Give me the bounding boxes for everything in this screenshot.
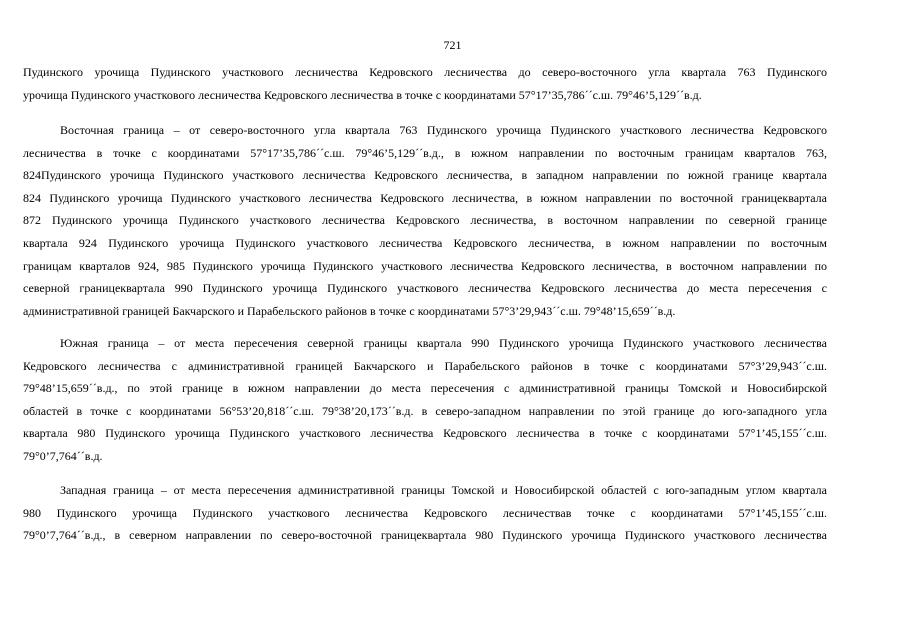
text-line: урочища Пудинского участкового лесничества Кедровского лесничества в точке с координатами 57°17’35,786´´с.ш. 79°46’5,129´´в.д. [23, 87, 702, 102]
paragraph-continuation [23, 61, 827, 106]
text-line: северной границеквартала 990 Пудинского урочища Пудинского участкового лесничества Кедровского лесничества до места пересечения с [23, 281, 827, 296]
text-line: квартала 980 Пудинского урочища Пудинского участкового лесничества Кедровского лесничества в точке с координатами 57°1’45,155´´с.ш. [23, 426, 827, 441]
text-line: 872 Пудинского урочища Пудинского участкового лесничества Кедровского лесничества, в восточном направлении по северной границе [23, 213, 827, 228]
text-line: 980 Пудинского урочища Пудинского участкового лесничества Кедровского лесничествав точке с координатами 57°1’45,155´´с.ш. [23, 505, 827, 520]
text-line: областей в точке с координатами 56°53’20,818´´с.ш. 79°38’20,173´´в.д. в северо-западном направлении по этой границе до юго-западного угла [23, 403, 827, 418]
paragraph-southern-border [23, 332, 827, 468]
page-number: 721 [443, 38, 462, 52]
paragraph-western-border [23, 479, 827, 547]
text-line: 79°0’7,764´´в.д., в северном направлении по северо-восточной границеквартала 980 Пудинского урочища Пудинского участкового лесничества [23, 528, 827, 543]
text-line: 824Пудинского урочища Пудинского участкового лесничества Кедровского лесничества, в западном направлении по южной границе квартала [23, 168, 827, 183]
text-line: Пудинского урочища Пудинского участкового лесничества Кедровского лесничества до северо-восточного угла квартала 763 Пудинского [23, 65, 827, 79]
text-line: Кедровского лесничества с административной границей Бакчарского и Парабельского районов в точке с координатами 57°3’29,943´´с.ш. [23, 358, 827, 373]
text-line: квартала 924 Пудинского урочища Пудинского участкового лесничества Кедровского лесничества, в южном направлении по восточным [23, 235, 827, 250]
text-line: административной границей Бакчарского и Парабельского районов в точке с координатами 57°3’29,943´´с.ш. 79°48’15,659´´в.д. [23, 303, 676, 318]
text-line: 79°48’15,659´´в.д., по этой границе в южном направлении до места пересечения с административной границы Томской и Новосибирской [23, 381, 827, 396]
paragraph-eastern-border [23, 119, 827, 322]
text-line: 824 Пудинского урочища Пудинского участкового лесничества Кедровского лесничества, в южном направлении по восточной границеквартала [23, 190, 827, 205]
text-line: границам кварталов 924, 985 Пудинского урочища Пудинского участкового лесничества Кедровского лесничества, в восточном направлении по [23, 258, 827, 273]
text-line: лесничества в точке с координатами 57°17’35,786´´с.ш. 79°46’5,129´´в.д., в южном направлении по восточным границам кварталов 763, [23, 145, 827, 160]
text-line: 79°0’7,764´´в.д. [23, 448, 103, 463]
text-line: Южная граница – от места пересечения северной границы квартала 990 Пудинского урочища Пудинского участкового лесничества [60, 336, 827, 350]
text-line: Восточная граница – от северо-восточного угла квартала 763 Пудинского урочища Пудинского участкового лесничества Кедровского [60, 123, 827, 137]
text-line: Западная граница – от места пересечения административной границы Томской и Новосибирской областей с юго-западным углом квартала [60, 483, 827, 497]
